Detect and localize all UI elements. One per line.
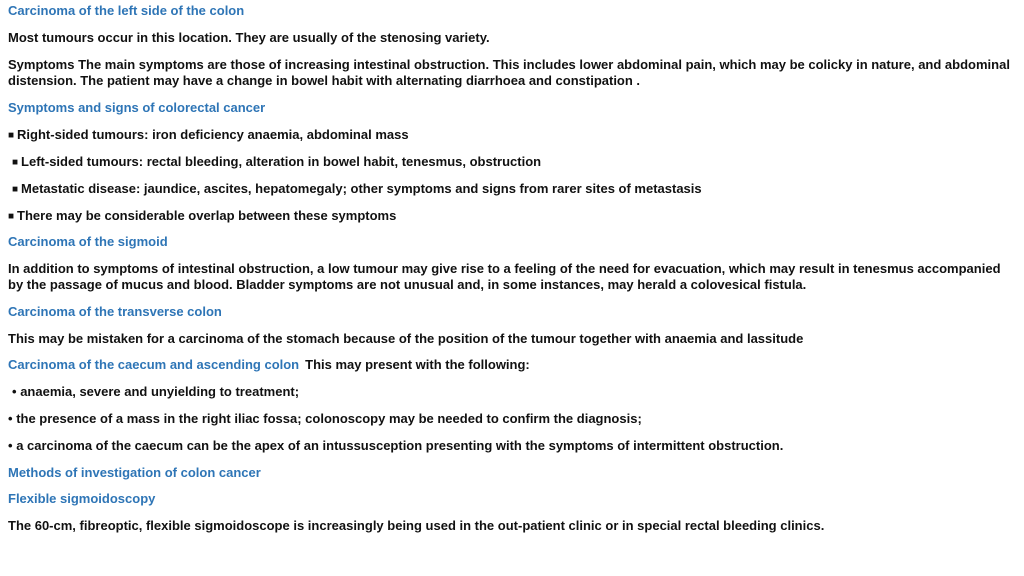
sigmoidoscopy-heading: Flexible sigmoidoscopy	[8, 491, 156, 506]
bullet-icon: •	[8, 438, 13, 453]
caecum-item-text: anaemia, severe and unyielding to treatment;	[20, 384, 300, 399]
caecum-item-text: the presence of a mass in the right iliac fossa; colonoscopy may be needed to confirm the diagnosis;	[16, 411, 642, 426]
square-bullet-icon: ■	[8, 211, 15, 222]
square-bullet-icon: ■	[12, 184, 19, 195]
caecum-heading: Carcinoma of the caecum and ascending colon	[8, 357, 300, 372]
signs-item-left-sided	[12, 154, 541, 172]
sigmoid-paragraph: In addition to symptoms of intestinal obstruction, a low tumour may give rise to a feeling of the need for evacuation, which may result in tenesmus accompanied by the passage of mucus and blood. Bladder symptoms are not unusual and, in some instances, may herald a colovesical fistula.	[8, 261, 1001, 292]
signs-item-right-sided	[8, 127, 409, 145]
methods-heading: Methods of investigation of colon cancer	[8, 465, 261, 480]
sigmoid-heading: Carcinoma of the sigmoid	[8, 234, 168, 249]
signs-item-text: Metastatic disease: jaundice, ascites, hepatomegaly; other symptoms and signs from rarer sites of metastasis	[21, 181, 702, 196]
signs-item-metastatic	[12, 181, 702, 199]
caecum-item-anaemia	[12, 384, 299, 400]
bullet-icon: •	[8, 411, 13, 426]
caecum-line	[8, 357, 530, 373]
signs-heading: Symptoms and signs of colorectal cancer	[8, 100, 266, 115]
signs-item-overlap	[8, 208, 396, 226]
square-bullet-icon: ■	[8, 130, 15, 141]
left-colon-text: Most tumours occur in this location. They are usually of the stenosing variety.	[8, 30, 490, 45]
caecum-item-text: a carcinoma of the caecum can be the apex of an intussusception presenting with the symptoms of intermittent obstruction.	[16, 438, 784, 453]
signs-item-text: There may be considerable overlap between these symptoms	[17, 208, 397, 223]
left-colon-heading: Carcinoma of the left side of the colon	[8, 3, 245, 18]
square-bullet-icon: ■	[12, 157, 19, 168]
bullet-icon: •	[12, 384, 17, 399]
signs-item-text: Left-sided tumours: rectal bleeding, alteration in bowel habit, tenesmus, obstruction	[21, 154, 542, 169]
caecum-intro: This may present with the following:	[305, 357, 530, 372]
transverse-heading: Carcinoma of the transverse colon	[8, 304, 222, 319]
symptoms-paragraph: Symptoms The main symptoms are those of increasing intestinal obstruction. This includes lower abdominal pain, which may be colicky in nature, and abdominal distension. The patient may have a change in bowel habit with alternating diarrhoea and constipation .	[8, 57, 1010, 88]
caecum-item-mass	[8, 411, 642, 427]
sigmoidoscopy-text: The 60-cm, fibreoptic, flexible sigmoidoscope is increasingly being used in the out-patient clinic or in special rectal bleeding clinics.	[8, 518, 825, 533]
caecum-item-intussusception	[8, 438, 783, 454]
signs-item-text: Right-sided tumours: iron deficiency anaemia, abdominal mass	[17, 127, 409, 142]
transverse-text: This may be mistaken for a carcinoma of the stomach because of the position of the tumour together with anaemia and lassitude	[8, 331, 804, 346]
